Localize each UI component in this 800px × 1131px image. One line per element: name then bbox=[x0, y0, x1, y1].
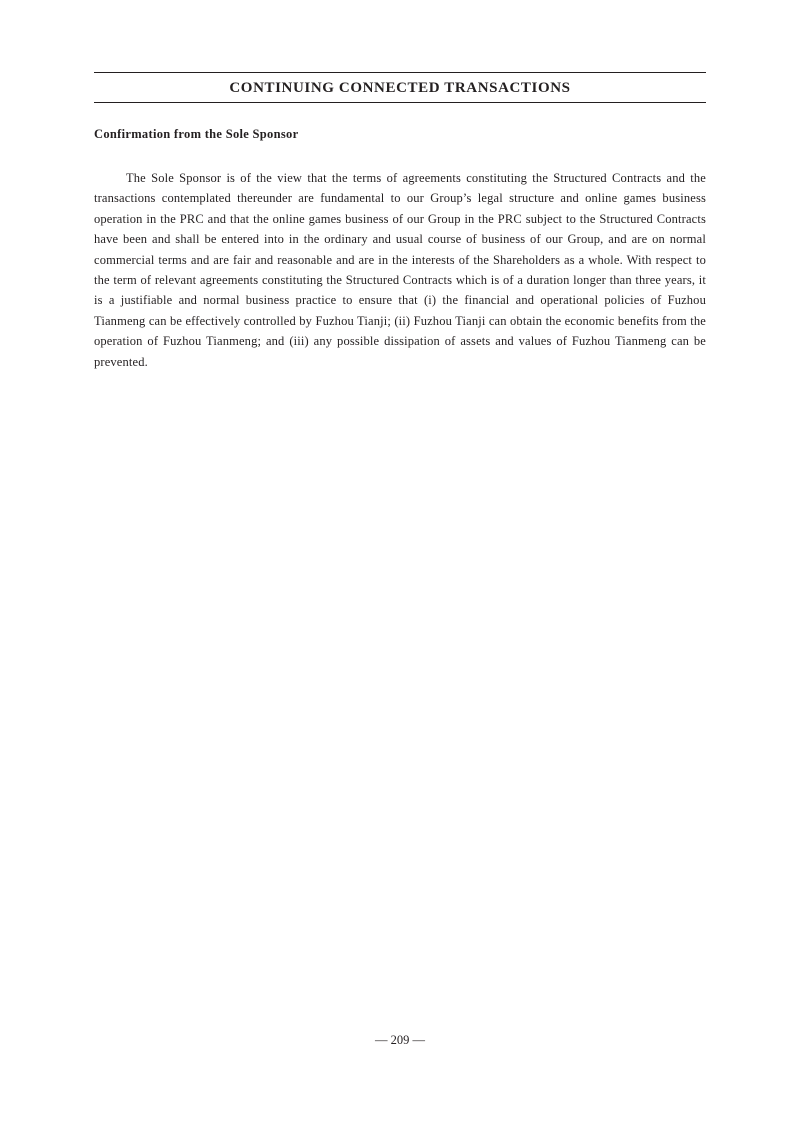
page-number: — 209 — bbox=[375, 1033, 425, 1047]
body-paragraph: The Sole Sponsor is of the view that the terms of agreements constituting the Structured Contracts and the transactions contemplated thereunder are fundamental to our Group’s legal structure and online games business operation in the PRC and that the online games business of our Group in the PRC subject to the Structured Contracts have been and shall be entered into in the ordinary and usual course of business of our Group, and are on normal commercial terms and are fair and reasonable and are in the interests of the Shareholders as a whole. With respect to the term of relevant agreements constituting the Structured Contracts which is of a duration longer than three years, it is a justifiable and normal business practice to ensure that (i) the financial and operational policies of Fuzhou Tianmeng can be effectively controlled by Fuzhou Tianji; (ii) Fuzhou Tianji can obtain the economic benefits from the operation of Fuzhou Tianmeng; and (iii) any possible dissipation of assets and values of Fuzhou Tianmeng can be prevented. bbox=[94, 171, 706, 369]
section-heading: Confirmation from the Sole Sponsor bbox=[94, 127, 299, 141]
page-header-title: CONTINUING CONNECTED TRANSACTIONS bbox=[229, 80, 571, 96]
header-bottom-rule bbox=[94, 102, 706, 103]
header-top-rule bbox=[94, 72, 706, 73]
